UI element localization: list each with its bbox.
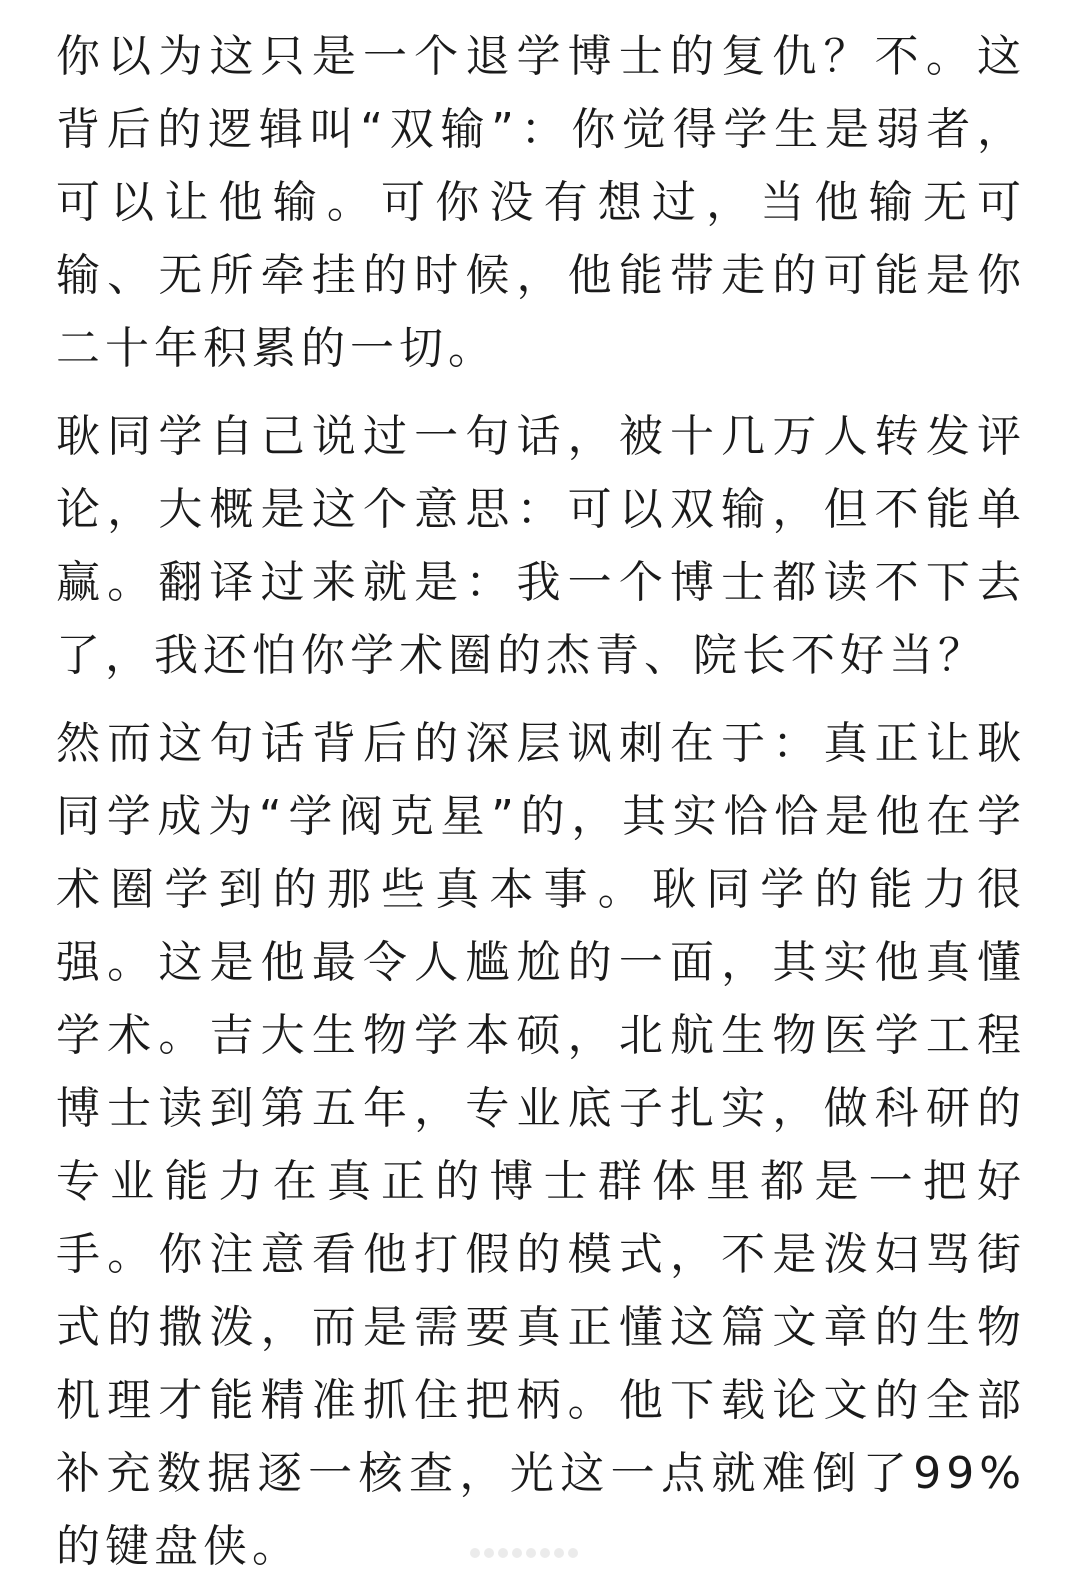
paragraph-1: 你以为这只是一个退学博士的复仇？不。这背后的逻辑叫“双输”：你觉得学生是弱者，可以让他输。可你没有想过，当他输无可输、无所牵挂的时候，他能带走的可能是你二十年积累的一切。 <box>56 31 1026 374</box>
article-body <box>56 20 1026 1583</box>
paragraph-2: 耿同学自己说过一句话，被十几万人转发评论，大概是这个意思：可以双输，但不能单赢。翻译过来就是：我一个博士都读不下去了，我还怕你学术圈的杰青、院长不好当？ <box>56 411 1026 681</box>
paragraph-3: 然而这句话背后的深层讽刺在于：真正让耿同学成为“学阀克星”的，其实恰恰是他在学术圈学到的那些真本事。耿同学的能力很强。这是他最令人尴尬的一面，其实他真懂学术。吉大生物学本硕，北航生物医学工程博士读到第五年，专业底子扎实，做科研的专业能力在真正的博士群体里都是一把好手。你注意看他打假的模式，不是泼妇骂街式的撒泼，而是需要真正懂这篇文章的生物机理才能精准抓住把柄。他下载论文的全部补充数据逐一核查，光这一点就难倒了99%的键盘侠。 <box>56 718 1026 1572</box>
watermark-logo <box>470 1548 610 1570</box>
